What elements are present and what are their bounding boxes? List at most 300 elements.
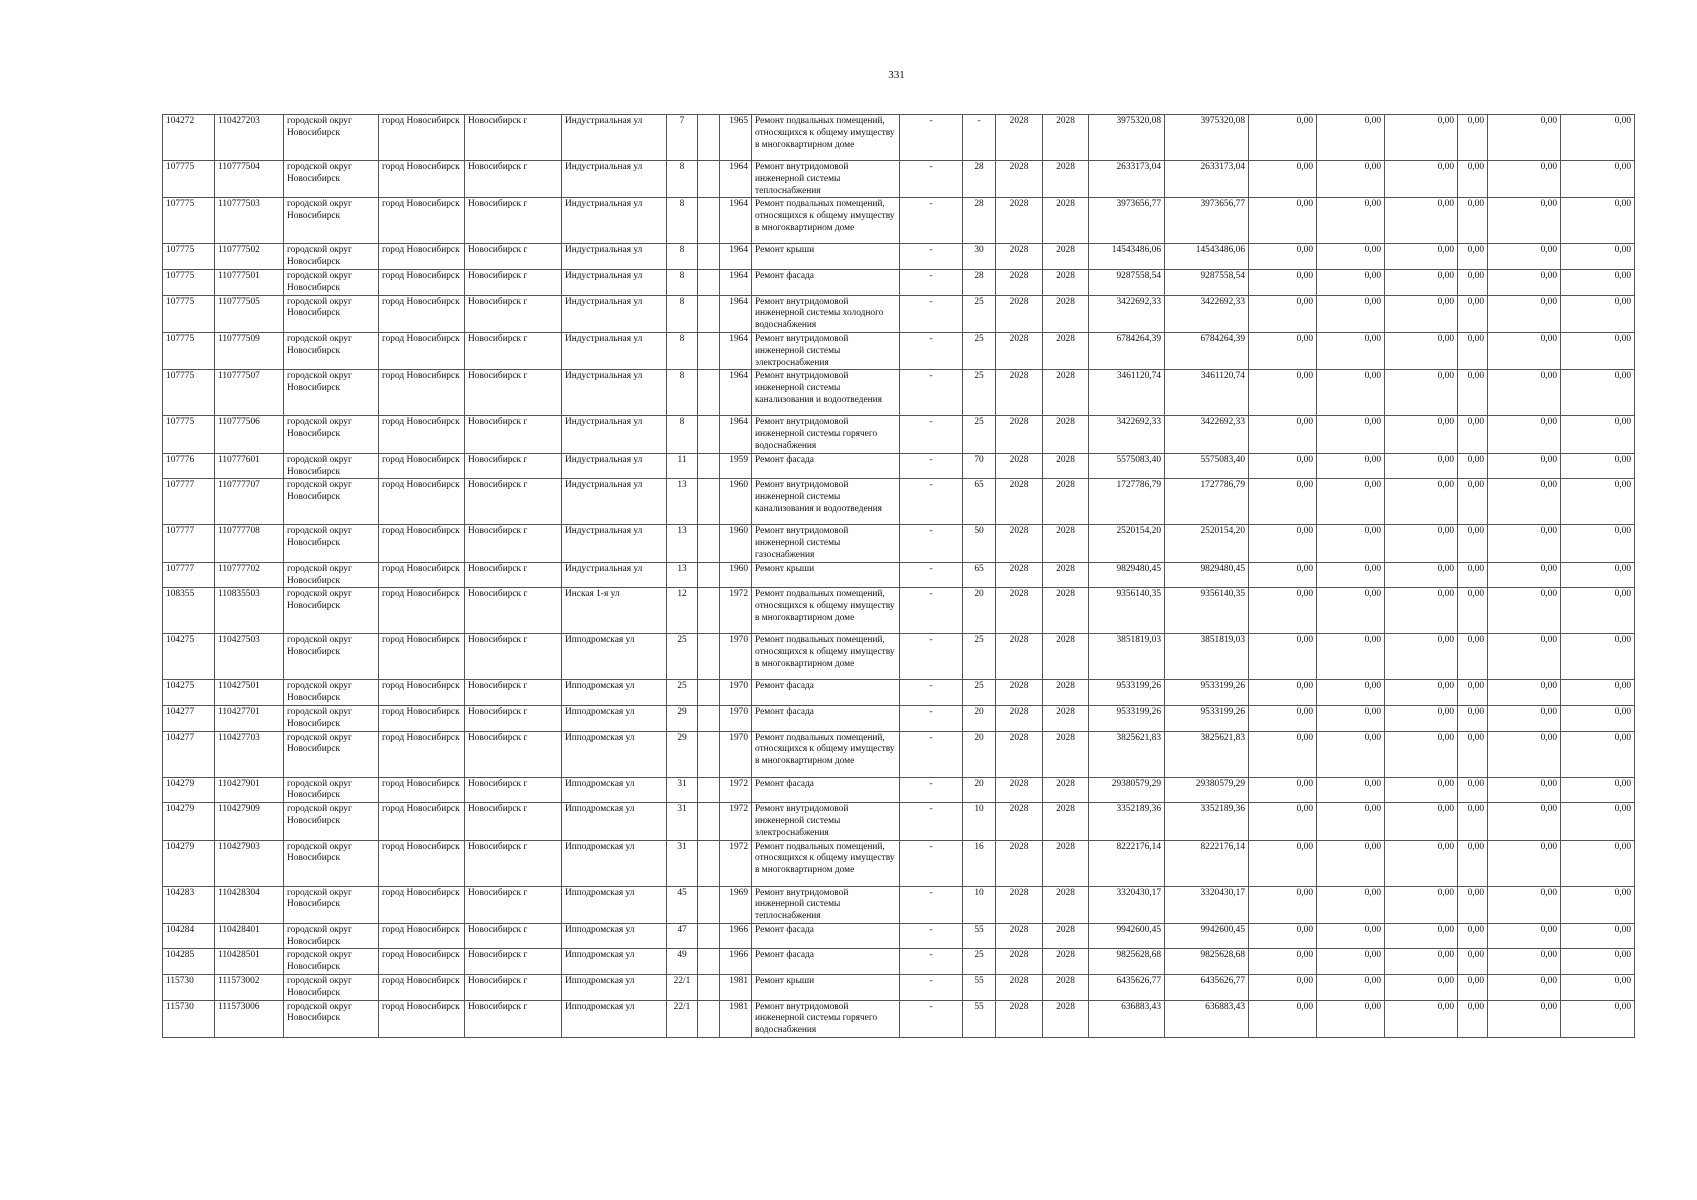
cell-a: -: [900, 525, 963, 562]
cell-year-from: 2028: [996, 244, 1043, 270]
cell-district: городской округ Новосибирск: [284, 705, 379, 731]
cell-municipality: город Новосибирск: [379, 975, 465, 1001]
cell-building: 11: [667, 453, 698, 479]
cell-z6: 0,00: [1561, 562, 1635, 588]
cell-z1: 0,00: [1249, 840, 1317, 886]
cell-z6: 0,00: [1561, 1000, 1635, 1037]
cell-b: 55: [963, 1000, 996, 1037]
cell-extra: [698, 705, 720, 731]
cell-city: Новосибирск г: [465, 975, 562, 1001]
cell-z4: 0,00: [1458, 975, 1488, 1001]
cell-z2: 0,00: [1317, 244, 1385, 270]
cell-extra: [698, 115, 720, 161]
cell-year-from: 2028: [996, 479, 1043, 525]
cell-z5: 0,00: [1488, 1000, 1561, 1037]
cell-municipality: город Новосибирск: [379, 370, 465, 416]
cell-z3: 0,00: [1385, 525, 1458, 562]
cell-district: городской округ Новосибирск: [284, 588, 379, 634]
cell-a: -: [900, 332, 963, 369]
cell-street: Инская 1-я ул: [562, 588, 667, 634]
cell-cost-fund: 9829480,45: [1165, 562, 1249, 588]
cell-b: 20: [963, 705, 996, 731]
cell-z4: 0,00: [1458, 923, 1488, 949]
cell-work: Ремонт крыши: [752, 562, 900, 588]
table-row: [163, 588, 1635, 634]
cell-street: Индустриальная ул: [562, 416, 667, 453]
cell-district: городской округ Новосибирск: [284, 244, 379, 270]
cell-building: 49: [667, 949, 698, 975]
cell-z2: 0,00: [1317, 161, 1385, 198]
cell-z4: 0,00: [1458, 479, 1488, 525]
cell-z2: 0,00: [1317, 332, 1385, 369]
table-row: [163, 705, 1635, 731]
table-row: [163, 949, 1635, 975]
cell-municipality: город Новосибирск: [379, 1000, 465, 1037]
cell-city: Новосибирск г: [465, 923, 562, 949]
cell-z2: 0,00: [1317, 479, 1385, 525]
cell-city: Новосибирск г: [465, 479, 562, 525]
cell-extra: [698, 269, 720, 295]
cell-year: 1981: [720, 1000, 752, 1037]
cell-cost-total: 9829480,45: [1089, 562, 1165, 588]
cell-z1: 0,00: [1249, 634, 1317, 680]
cell-b: 25: [963, 370, 996, 416]
cell-cost-total: 3422692,33: [1089, 295, 1165, 332]
cell-building: 22/1: [667, 975, 698, 1001]
cell-z1: 0,00: [1249, 705, 1317, 731]
cell-z6: 0,00: [1561, 453, 1635, 479]
cell-street: Ипподромская ул: [562, 886, 667, 923]
cell-z4: 0,00: [1458, 295, 1488, 332]
cell-z3: 0,00: [1385, 975, 1458, 1001]
cell-house-id: 104279: [163, 777, 215, 803]
cell-a: -: [900, 923, 963, 949]
cell-cost-fund: 3461120,74: [1165, 370, 1249, 416]
cell-b: 16: [963, 840, 996, 886]
cell-z3: 0,00: [1385, 453, 1458, 479]
cell-z1: 0,00: [1249, 803, 1317, 840]
cell-z3: 0,00: [1385, 731, 1458, 777]
cell-district: городской округ Новосибирск: [284, 198, 379, 244]
cell-year: 1972: [720, 777, 752, 803]
cell-item-id: 110777506: [215, 416, 284, 453]
cell-z2: 0,00: [1317, 370, 1385, 416]
cell-municipality: город Новосибирск: [379, 115, 465, 161]
cell-b: 55: [963, 975, 996, 1001]
cell-z2: 0,00: [1317, 680, 1385, 706]
cell-work: Ремонт крыши: [752, 975, 900, 1001]
cell-street: Ипподромская ул: [562, 923, 667, 949]
cell-extra: [698, 840, 720, 886]
cell-z4: 0,00: [1458, 949, 1488, 975]
cell-z1: 0,00: [1249, 525, 1317, 562]
cell-year: 1964: [720, 244, 752, 270]
cell-z5: 0,00: [1488, 562, 1561, 588]
cell-b: 55: [963, 923, 996, 949]
page-number: 331: [888, 69, 905, 81]
cell-extra: [698, 777, 720, 803]
cell-a: -: [900, 705, 963, 731]
cell-street: Индустриальная ул: [562, 453, 667, 479]
cell-cost-total: 6435626,77: [1089, 975, 1165, 1001]
cell-z4: 0,00: [1458, 416, 1488, 453]
cell-b: 28: [963, 161, 996, 198]
cell-item-id: 110427203: [215, 115, 284, 161]
cell-item-id: 110777702: [215, 562, 284, 588]
cell-year-to: 2028: [1043, 416, 1089, 453]
cell-extra: [698, 923, 720, 949]
cell-work: Ремонт внутридомовой инженерной системы горячего водоснабжения: [752, 1000, 900, 1037]
table-body: [163, 115, 1635, 1038]
cell-year: 1964: [720, 161, 752, 198]
cell-z4: 0,00: [1458, 562, 1488, 588]
cell-municipality: город Новосибирск: [379, 332, 465, 369]
cell-year-from: 2028: [996, 634, 1043, 680]
cell-street: Индустриальная ул: [562, 562, 667, 588]
cell-extra: [698, 680, 720, 706]
cell-z5: 0,00: [1488, 803, 1561, 840]
cell-z5: 0,00: [1488, 680, 1561, 706]
cell-year-from: 2028: [996, 161, 1043, 198]
cell-year: 1966: [720, 949, 752, 975]
cell-z3: 0,00: [1385, 161, 1458, 198]
cell-municipality: город Новосибирск: [379, 161, 465, 198]
cell-z1: 0,00: [1249, 777, 1317, 803]
table-row: [163, 161, 1635, 198]
cell-b: 25: [963, 634, 996, 680]
cell-year: 1964: [720, 416, 752, 453]
cell-item-id: 110777509: [215, 332, 284, 369]
cell-cost-fund: 9942600,45: [1165, 923, 1249, 949]
cell-z6: 0,00: [1561, 731, 1635, 777]
cell-city: Новосибирск г: [465, 777, 562, 803]
cell-building: 31: [667, 840, 698, 886]
cell-a: -: [900, 680, 963, 706]
table-row: [163, 453, 1635, 479]
cell-item-id: 110427909: [215, 803, 284, 840]
cell-item-id: 110428501: [215, 949, 284, 975]
cell-year-from: 2028: [996, 370, 1043, 416]
cell-building: 45: [667, 886, 698, 923]
cell-z3: 0,00: [1385, 115, 1458, 161]
cell-b: 28: [963, 198, 996, 244]
cell-z1: 0,00: [1249, 453, 1317, 479]
cell-year: 1972: [720, 840, 752, 886]
cell-cost-total: 5575083,40: [1089, 453, 1165, 479]
cell-city: Новосибирск г: [465, 588, 562, 634]
cell-district: городской округ Новосибирск: [284, 453, 379, 479]
cell-building: 8: [667, 332, 698, 369]
cell-cost-total: 9533199,26: [1089, 705, 1165, 731]
cell-z2: 0,00: [1317, 115, 1385, 161]
cell-house-id: 107776: [163, 453, 215, 479]
cell-a: -: [900, 886, 963, 923]
cell-a: -: [900, 370, 963, 416]
cell-city: Новосибирск г: [465, 680, 562, 706]
cell-cost-total: 6784264,39: [1089, 332, 1165, 369]
cell-z2: 0,00: [1317, 840, 1385, 886]
cell-street: Ипподромская ул: [562, 1000, 667, 1037]
cell-b: 65: [963, 479, 996, 525]
cell-house-id: 104283: [163, 886, 215, 923]
table-row: [163, 370, 1635, 416]
cell-z3: 0,00: [1385, 295, 1458, 332]
cell-house-id: 107775: [163, 269, 215, 295]
cell-z3: 0,00: [1385, 244, 1458, 270]
cell-z4: 0,00: [1458, 680, 1488, 706]
cell-z6: 0,00: [1561, 198, 1635, 244]
cell-cost-fund: 3422692,33: [1165, 295, 1249, 332]
cell-item-id: 110427503: [215, 634, 284, 680]
cell-z6: 0,00: [1561, 949, 1635, 975]
cell-z3: 0,00: [1385, 949, 1458, 975]
cell-year-from: 2028: [996, 975, 1043, 1001]
cell-year: 1960: [720, 525, 752, 562]
cell-a: -: [900, 244, 963, 270]
cell-z5: 0,00: [1488, 777, 1561, 803]
cell-z5: 0,00: [1488, 949, 1561, 975]
table-row: [163, 295, 1635, 332]
cell-cost-fund: 3973656,77: [1165, 198, 1249, 244]
cell-z5: 0,00: [1488, 525, 1561, 562]
cell-z4: 0,00: [1458, 731, 1488, 777]
cell-cost-total: 29380579,29: [1089, 777, 1165, 803]
cell-street: Ипподромская ул: [562, 949, 667, 975]
cell-work: Ремонт внутридомовой инженерной системы электроснабжения: [752, 803, 900, 840]
cell-cost-fund: 2520154,20: [1165, 525, 1249, 562]
cell-z2: 0,00: [1317, 525, 1385, 562]
cell-city: Новосибирск г: [465, 370, 562, 416]
cell-z5: 0,00: [1488, 588, 1561, 634]
cell-year-from: 2028: [996, 453, 1043, 479]
cell-b: 30: [963, 244, 996, 270]
cell-item-id: 110777708: [215, 525, 284, 562]
cell-year-to: 2028: [1043, 115, 1089, 161]
cell-district: городской округ Новосибирск: [284, 803, 379, 840]
cell-z5: 0,00: [1488, 416, 1561, 453]
cell-street: Индустриальная ул: [562, 269, 667, 295]
cell-municipality: город Новосибирск: [379, 269, 465, 295]
cell-city: Новосибирск г: [465, 295, 562, 332]
cell-item-id: 110777707: [215, 479, 284, 525]
cell-a: -: [900, 453, 963, 479]
cell-extra: [698, 479, 720, 525]
cell-work: Ремонт внутридомовой инженерной системы газоснабжения: [752, 525, 900, 562]
cell-z3: 0,00: [1385, 370, 1458, 416]
cell-building: 7: [667, 115, 698, 161]
cell-year-from: 2028: [996, 840, 1043, 886]
cell-city: Новосибирск г: [465, 803, 562, 840]
cell-house-id: 104277: [163, 731, 215, 777]
cell-a: -: [900, 588, 963, 634]
cell-year-to: 2028: [1043, 370, 1089, 416]
cell-cost-fund: 29380579,29: [1165, 777, 1249, 803]
cell-building: 8: [667, 269, 698, 295]
cell-year-to: 2028: [1043, 923, 1089, 949]
cell-item-id: 110427703: [215, 731, 284, 777]
cell-z1: 0,00: [1249, 370, 1317, 416]
cell-z4: 0,00: [1458, 453, 1488, 479]
cell-z4: 0,00: [1458, 803, 1488, 840]
cell-a: -: [900, 634, 963, 680]
cell-z3: 0,00: [1385, 840, 1458, 886]
cell-municipality: город Новосибирск: [379, 803, 465, 840]
cell-year-from: 2028: [996, 416, 1043, 453]
cell-z5: 0,00: [1488, 332, 1561, 369]
cell-b: 25: [963, 680, 996, 706]
cell-work: Ремонт внутридомовой инженерной системы теплоснабжения: [752, 161, 900, 198]
cell-district: городской округ Новосибирск: [284, 777, 379, 803]
cell-z4: 0,00: [1458, 332, 1488, 369]
cell-b: 20: [963, 777, 996, 803]
cell-z6: 0,00: [1561, 975, 1635, 1001]
cell-b: 28: [963, 269, 996, 295]
cell-street: Ипподромская ул: [562, 803, 667, 840]
cell-extra: [698, 562, 720, 588]
cell-year-to: 2028: [1043, 269, 1089, 295]
cell-year: 1964: [720, 295, 752, 332]
cell-z3: 0,00: [1385, 923, 1458, 949]
cell-work: Ремонт подвальных помещений, относящихся к общему имуществу в многоквартирном доме: [752, 731, 900, 777]
cell-district: городской округ Новосибирск: [284, 161, 379, 198]
cell-cost-total: 3422692,33: [1089, 416, 1165, 453]
cell-cost-fund: 3825621,83: [1165, 731, 1249, 777]
cell-year: 1960: [720, 479, 752, 525]
cell-a: -: [900, 949, 963, 975]
table-row: [163, 562, 1635, 588]
cell-z4: 0,00: [1458, 525, 1488, 562]
cell-year-to: 2028: [1043, 295, 1089, 332]
cell-extra: [698, 453, 720, 479]
cell-a: -: [900, 562, 963, 588]
cell-b: 25: [963, 332, 996, 369]
cell-z2: 0,00: [1317, 198, 1385, 244]
cell-house-id: 115730: [163, 975, 215, 1001]
cell-house-id: 104275: [163, 634, 215, 680]
cell-work: Ремонт фасада: [752, 680, 900, 706]
cell-district: городской округ Новосибирск: [284, 680, 379, 706]
cell-year-to: 2028: [1043, 886, 1089, 923]
cell-a: -: [900, 975, 963, 1001]
cell-z3: 0,00: [1385, 198, 1458, 244]
cell-municipality: город Новосибирск: [379, 731, 465, 777]
cell-b: 25: [963, 416, 996, 453]
cell-street: Индустриальная ул: [562, 161, 667, 198]
cell-b: -: [963, 115, 996, 161]
cell-house-id: 104275: [163, 680, 215, 706]
cell-city: Новосибирск г: [465, 949, 562, 975]
cell-house-id: 104272: [163, 115, 215, 161]
cell-z2: 0,00: [1317, 949, 1385, 975]
cell-year: 1964: [720, 370, 752, 416]
cell-house-id: 107775: [163, 161, 215, 198]
cell-z3: 0,00: [1385, 332, 1458, 369]
cell-z1: 0,00: [1249, 886, 1317, 923]
cell-house-id: 107775: [163, 244, 215, 270]
cell-year: 1965: [720, 115, 752, 161]
cell-z1: 0,00: [1249, 332, 1317, 369]
cell-z5: 0,00: [1488, 731, 1561, 777]
cell-b: 25: [963, 295, 996, 332]
cell-work: Ремонт внутридомовой инженерной системы канализования и водоотведения: [752, 479, 900, 525]
cell-work: Ремонт подвальных помещений, относящихся к общему имуществу в многоквартирном доме: [752, 634, 900, 680]
cell-city: Новосибирск г: [465, 705, 562, 731]
cell-z6: 0,00: [1561, 332, 1635, 369]
cell-b: 10: [963, 886, 996, 923]
cell-cost-total: 9533199,26: [1089, 680, 1165, 706]
cell-cost-fund: 3320430,17: [1165, 886, 1249, 923]
cell-work: Ремонт фасада: [752, 705, 900, 731]
cell-house-id: 115730: [163, 1000, 215, 1037]
cell-z6: 0,00: [1561, 525, 1635, 562]
cell-extra: [698, 731, 720, 777]
cell-z2: 0,00: [1317, 803, 1385, 840]
cell-z1: 0,00: [1249, 588, 1317, 634]
cell-z1: 0,00: [1249, 295, 1317, 332]
table-row: [163, 198, 1635, 244]
cell-z5: 0,00: [1488, 115, 1561, 161]
cell-year: 1972: [720, 588, 752, 634]
cell-year: 1970: [720, 731, 752, 777]
cell-municipality: город Новосибирск: [379, 923, 465, 949]
cell-municipality: город Новосибирск: [379, 416, 465, 453]
cell-building: 13: [667, 525, 698, 562]
cell-cost-fund: 9533199,26: [1165, 705, 1249, 731]
cell-z6: 0,00: [1561, 588, 1635, 634]
cell-z2: 0,00: [1317, 777, 1385, 803]
cell-municipality: город Новосибирск: [379, 588, 465, 634]
cell-cost-fund: 636883,43: [1165, 1000, 1249, 1037]
cell-z1: 0,00: [1249, 949, 1317, 975]
table-row: [163, 416, 1635, 453]
cell-cost-fund: 3352189,36: [1165, 803, 1249, 840]
cell-work: Ремонт подвальных помещений, относящихся к общему имуществу в многоквартирном доме: [752, 840, 900, 886]
cell-b: 65: [963, 562, 996, 588]
cell-house-id: 107775: [163, 198, 215, 244]
cell-a: -: [900, 295, 963, 332]
cell-building: 31: [667, 803, 698, 840]
cell-city: Новосибирск г: [465, 115, 562, 161]
cell-house-id: 104279: [163, 840, 215, 886]
cell-city: Новосибирск г: [465, 634, 562, 680]
cell-extra: [698, 416, 720, 453]
cell-work: Ремонт внутридомовой инженерной системы электроснабжения: [752, 332, 900, 369]
cell-year-from: 2028: [996, 198, 1043, 244]
cell-work: Ремонт фасада: [752, 949, 900, 975]
cell-a: -: [900, 803, 963, 840]
cell-street: Ипподромская ул: [562, 777, 667, 803]
cell-z2: 0,00: [1317, 588, 1385, 634]
cell-year: 1969: [720, 886, 752, 923]
cell-item-id: 110777504: [215, 161, 284, 198]
cell-item-id: 110427903: [215, 840, 284, 886]
cell-work: Ремонт внутридомовой инженерной системы холодного водоснабжения: [752, 295, 900, 332]
cell-year-to: 2028: [1043, 161, 1089, 198]
cell-municipality: город Новосибирск: [379, 777, 465, 803]
cell-z6: 0,00: [1561, 295, 1635, 332]
cell-cost-fund: 6784264,39: [1165, 332, 1249, 369]
cell-z5: 0,00: [1488, 244, 1561, 270]
cell-z5: 0,00: [1488, 453, 1561, 479]
cell-z5: 0,00: [1488, 370, 1561, 416]
cell-work: Ремонт фасада: [752, 269, 900, 295]
cell-item-id: 110427701: [215, 705, 284, 731]
table-row: [163, 803, 1635, 840]
cell-extra: [698, 886, 720, 923]
cell-z6: 0,00: [1561, 244, 1635, 270]
cell-z6: 0,00: [1561, 803, 1635, 840]
cell-district: городской округ Новосибирск: [284, 949, 379, 975]
